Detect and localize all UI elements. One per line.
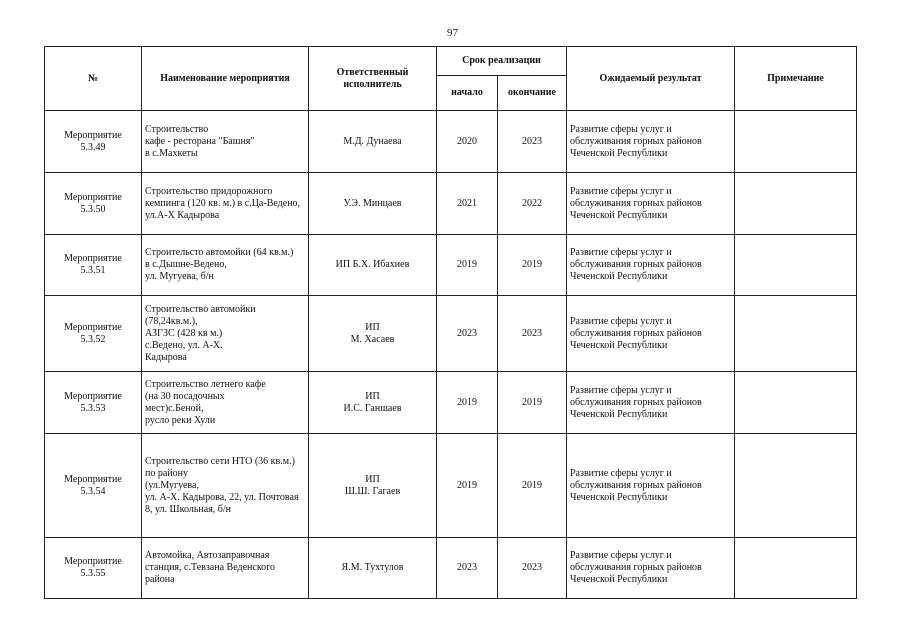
activities-table — [44, 46, 857, 599]
row-result: Развитие сферы услуг и обслуживания горных районов Чеченской Республики — [567, 434, 735, 538]
row-start: 2021 — [437, 173, 498, 235]
row-executor: ИП М. Хасаев — [309, 296, 437, 372]
row-executor: ИП И.С. Ганшаев — [309, 372, 437, 434]
row-name: Строительсто автомойки (64 кв.м.) в с.Дышне-Ведено, ул. Мугуева, б/н — [142, 235, 309, 296]
row-end: 2022 — [498, 173, 567, 235]
row-end: 2019 — [498, 434, 567, 538]
header-name: Наименование мероприятия — [142, 47, 309, 111]
row-executor: Я.М. Тухтулов — [309, 538, 437, 599]
row-start: 2019 — [437, 235, 498, 296]
row-id: Мероприятие 5.3.52 — [45, 296, 142, 372]
row-note — [735, 372, 857, 434]
table-row — [45, 111, 857, 173]
row-id: Мероприятие 5.3.54 — [45, 434, 142, 538]
row-id: Мероприятие 5.3.55 — [45, 538, 142, 599]
row-name: Строительство кафе - ресторана "Башня" в с.Махкеты — [142, 111, 309, 173]
table-row — [45, 296, 857, 372]
row-executor: ИП Ш.Ш. Гагаев — [309, 434, 437, 538]
row-end: 2019 — [498, 235, 567, 296]
row-id: Мероприятие 5.3.50 — [45, 173, 142, 235]
row-name: Строительство автомойки (78,24кв.м.), АЗГЗС (428 кв м.) с.Ведено, ул. А-Х. Кадырова — [142, 296, 309, 372]
row-start: 2023 — [437, 538, 498, 599]
row-note — [735, 538, 857, 599]
row-end: 2023 — [498, 111, 567, 173]
row-id: Мероприятие 5.3.53 — [45, 372, 142, 434]
row-result: Развитие сферы услуг и обслуживания горных районов Чеченской Республики — [567, 235, 735, 296]
row-result: Развитие сферы услуг и обслуживания горных районов Чеченской Республики — [567, 111, 735, 173]
row-executor: М.Д. Дунаева — [309, 111, 437, 173]
row-start: 2019 — [437, 372, 498, 434]
header-result: Ожидаемый результат — [567, 47, 735, 111]
row-name: Строительство летнего кафе (на 30 посадочных мест)с.Беной, русло реки Хули — [142, 372, 309, 434]
row-note — [735, 111, 857, 173]
row-end: 2023 — [498, 296, 567, 372]
header-number: № — [45, 47, 142, 111]
row-name: Строительство сети НТО (36 кв.м.) по району (ул.Мугуева, ул. А-Х. Кадырова, 22, ул. Почтовая 8, ул. Школьная, б/н — [142, 434, 309, 538]
row-id: Мероприятие 5.3.51 — [45, 235, 142, 296]
table-row — [45, 235, 857, 296]
page-number: 97 — [447, 27, 458, 39]
row-start: 2020 — [437, 111, 498, 173]
row-note — [735, 434, 857, 538]
row-start: 2023 — [437, 296, 498, 372]
table-row — [45, 173, 857, 235]
row-result: Развитие сферы услуг и обслуживания горных районов Чеченской Республики — [567, 372, 735, 434]
table-row — [45, 372, 857, 434]
row-id: Мероприятие 5.3.49 — [45, 111, 142, 173]
row-end: 2023 — [498, 538, 567, 599]
row-result: Развитие сферы услуг и обслуживания горных районов Чеченской Республики — [567, 296, 735, 372]
row-name: Строительство придорожного кемпинга (120 кв. м.) в с.Ца-Ведено, ул.А-Х Кадырова — [142, 173, 309, 235]
row-note — [735, 173, 857, 235]
row-result: Развитие сферы услуг и обслуживания горных районов Чеченской Республики — [567, 173, 735, 235]
row-start: 2019 — [437, 434, 498, 538]
row-executor: У.Э. Минцаев — [309, 173, 437, 235]
header-note: Примечание — [735, 47, 857, 111]
header-period: Срок реализации — [437, 47, 567, 76]
row-executor: ИП Б.Х. Ибахиев — [309, 235, 437, 296]
row-note — [735, 235, 857, 296]
table-row — [45, 434, 857, 538]
header-end: окончание — [498, 76, 567, 111]
row-result: Развитие сферы услуг и обслуживания горных районов Чеченской Республики — [567, 538, 735, 599]
header-start: начало — [437, 76, 498, 111]
row-note — [735, 296, 857, 372]
table-row — [45, 538, 857, 599]
row-name: Автомойка, Автозаправочная станция, с.Тевзана Веденского района — [142, 538, 309, 599]
row-end: 2019 — [498, 372, 567, 434]
header-executor: Ответственный исполнитель — [309, 47, 437, 111]
